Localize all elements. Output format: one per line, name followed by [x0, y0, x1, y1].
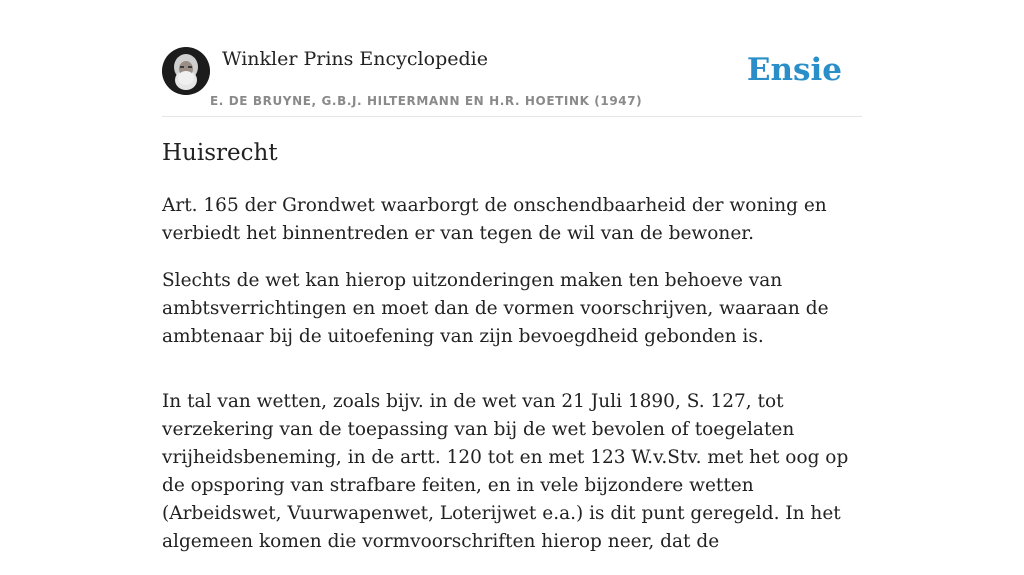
- publication-authors: E. DE BRUYNE, G.B.J. HILTERMANN EN H.R. HOETINK (1947): [210, 94, 643, 108]
- article-body: [162, 192, 864, 575]
- ensie-logo[interactable]: Ensie: [746, 52, 842, 88]
- paragraph: Slechts de wet kan hierop uitzonderingen maken ten behoeve van ambtsverrichtingen en moet dan de vormen voorschrijven, waaraan de ambtenaar bij de uitoefening van zijn bevoegdheid gebonden is.: [162, 270, 829, 347]
- paragraph: Art. 165 der Grondwet waarborgt de onschendbaarheid der woning en verbiedt het binnentreden er van tegen de wil van de bewoner.: [162, 195, 827, 244]
- paragraph: In tal van wetten, zoals bijv. in de wet van 21 Juli 1890, S. 127, tot verzekering van de toepassing van bij de wet bevolen of toegelaten vrijheidsbeneming, in de artt. 120 tot en met 123 W.v.Stv. met het oog op de opsporing van strafbare feiten, en in vele bijzondere wetten (Arbeidswet, Vuurwapenwet, Loterijwet e.a.) is dit punt geregeld. In het algemeen komen die vormvoorschriften hierop neer, dat de: [162, 391, 849, 552]
- page-header: [162, 44, 862, 117]
- author-avatar[interactable]: [162, 47, 210, 95]
- portrait-image: [162, 47, 210, 95]
- publication-title[interactable]: Winkler Prins Encyclopedie: [222, 48, 488, 70]
- article-title: Huisrecht: [162, 140, 278, 166]
